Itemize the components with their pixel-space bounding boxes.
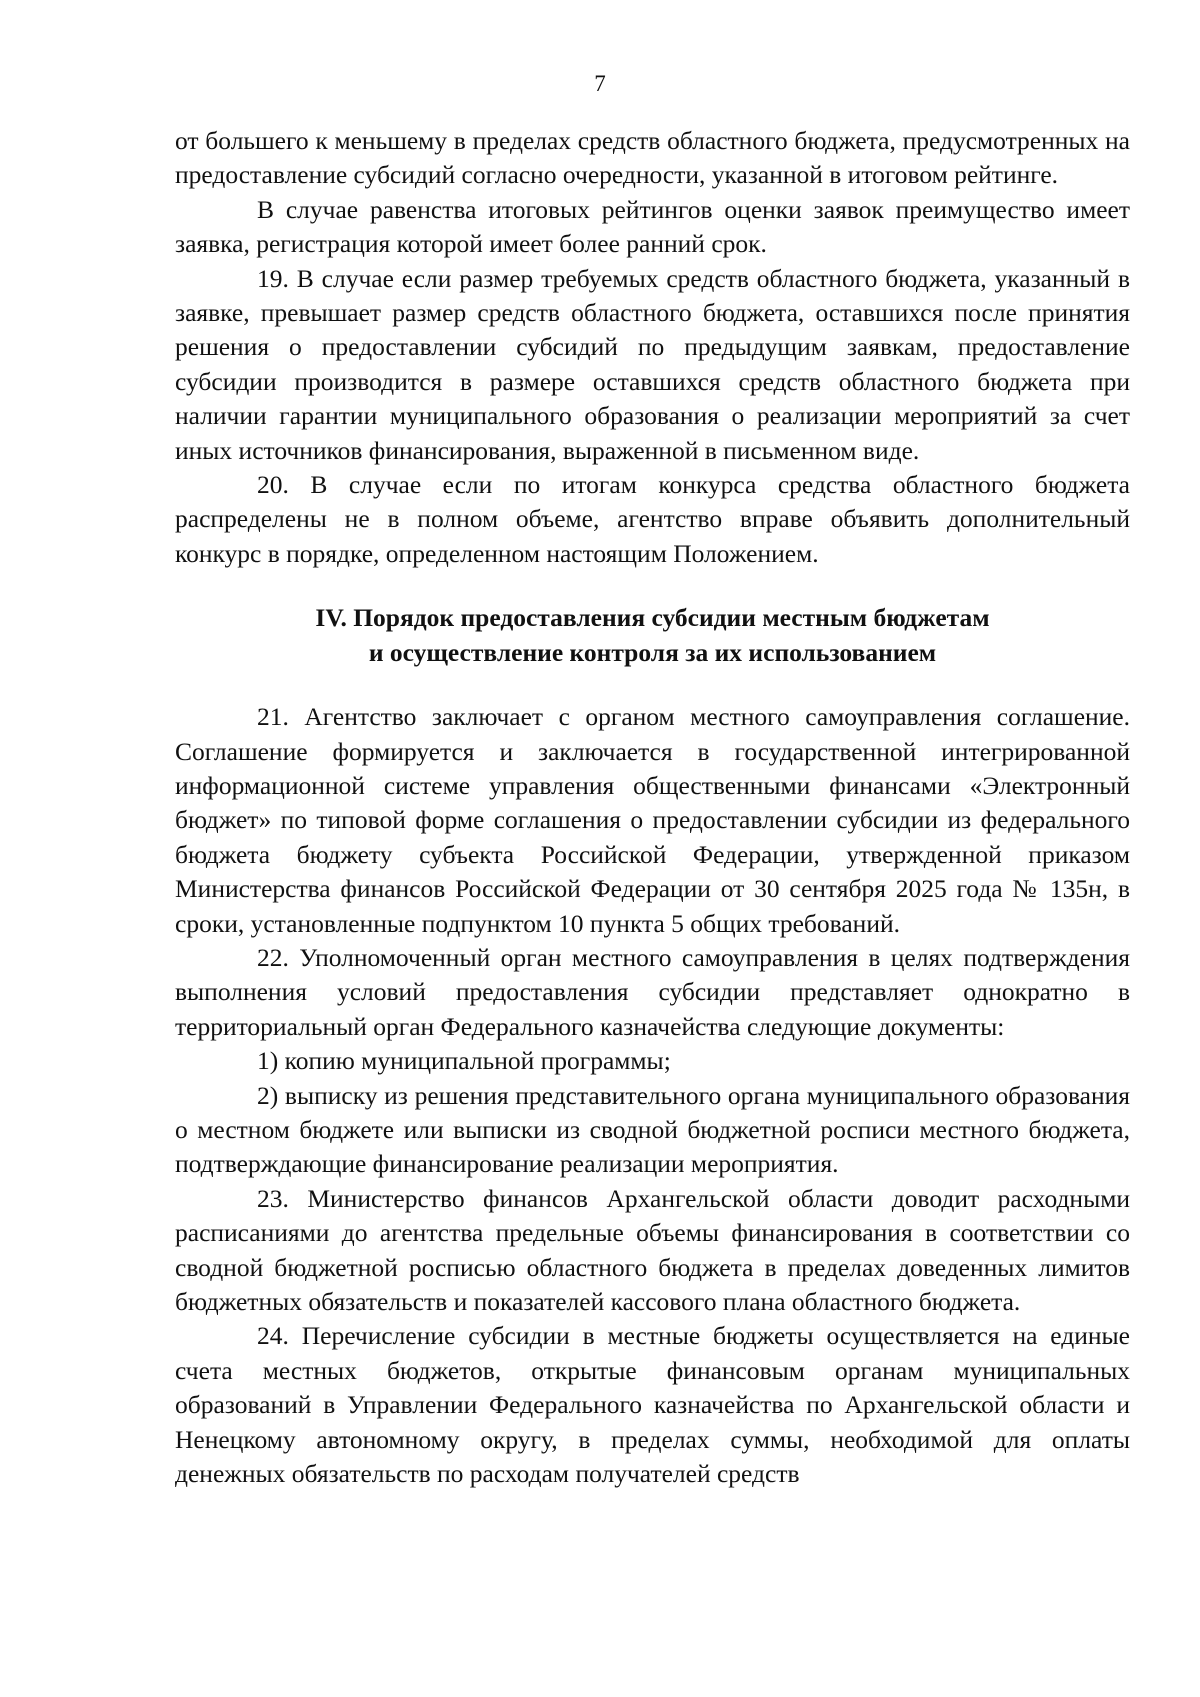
paragraph-p20: 20. В случае если по итогам конкурса средства областного бюджета распределены не в полном объеме, агентство вправе объявить дополнительный конкурс в порядке, определенном настоящим Положением. [175,470,1130,568]
paragraph-p24: 24. Перечисление субсидии в местные бюджеты осуществляется на единые счета местных бюджетов, открытые финансовым органам муниципальных образований в Управлении Федерального казначейства по Архангельской области и Ненецкому автономному округу, в пределах суммы, необходимой для оплаты денежных обязательств по расходам получателей средств [175,1321,1130,1489]
paragraph-p22-1: 1) копию муниципальной программы; [257,1046,671,1076]
paragraph-cont: от большего к меньшему в пределах средств областного бюджета, предусмотренных на предоставление субсидий согласно очередности, указанной в итоговом рейтинге. [175,126,1130,190]
paragraphs-after-section [175,700,1130,1491]
section-heading-line-2: и осуществление контроля за их использованием [368,637,937,667]
page-number: 7 [594,71,606,96]
document-body [175,124,1130,1491]
paragraph-p18b: В случае равенства итоговых рейтингов оценки заявок преимущество имеет заявка, регистрация которой имеет более ранний срок. [175,194,1130,259]
paragraphs-before-section [175,124,1130,571]
paragraph-p21: 21. Агентство заключает с органом местного самоуправления соглашение. Соглашение формируется и заключается в государственной интегрированной информационной системе управления общественными финансами «Электронный бюджет» по типовой форме соглашения о предоставлении субсидии из федерального бюджета бюджету субъекта Российской Федерации, утвержденной приказом Министерства финансов Российской Федерации от 30 сентября 2025 года № 135н, в сроки, установленные подпунктом 10 пункта 5 общих требований. [175,702,1130,938]
paragraph-p22-2: 2) выписку из решения представительного органа муниципального образования о местном бюджете или выписки из сводной бюджетной росписи местного бюджета, подтверждающие финансирование реализации мероприятия. [175,1080,1130,1179]
paragraph-p19: 19. В случае если размер требуемых средств областного бюджета, указанный в заявке, превышает размер средств областного бюджета, оставшихся после принятия решения о предоставлении субсидий по предыдущим заявкам, предоставление субсидии производится в размере оставшихся средств областного бюджета при наличии гарантии муниципального образования о реализации мероприятий за счет иных источников финансирования, выраженной в письменном виде. [175,263,1130,465]
paragraph-p22: 22. Уполномоченный орган местного самоуправления в целях подтверждения выполнения условий предоставления субсидии представляет однократно в территориальный орган Федерального казначейства следующие документы: [175,942,1130,1041]
section-heading-line-1: IV. Порядок предоставления субсидии местным бюджетам [315,603,990,633]
paragraph-p23: 23. Министерство финансов Архангельской области доводит расходными расписаниями до агентства предельные объемы финансирования в соответствии со сводной бюджетной росписью областного бюджета в пределах доведенных лимитов бюджетных обязательств и показателей кассового плана областного бюджета. [175,1183,1130,1316]
section-heading [175,601,1130,670]
